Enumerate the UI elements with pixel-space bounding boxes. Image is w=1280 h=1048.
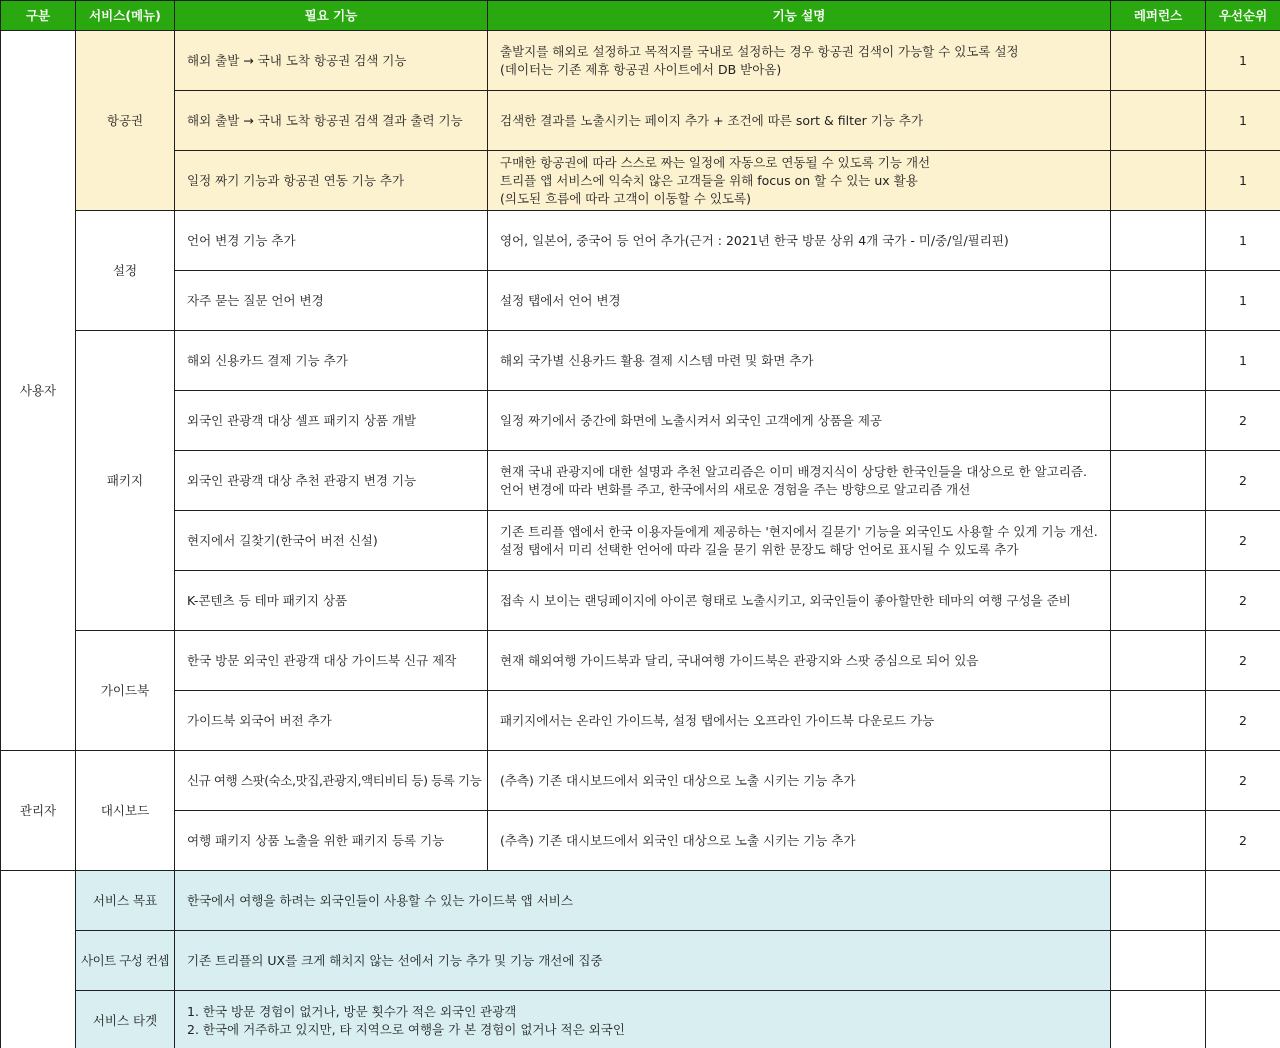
priority-cell: 1 xyxy=(1206,331,1280,391)
service-flight: 항공권 xyxy=(76,31,175,211)
priority-cell: 2 xyxy=(1206,631,1280,691)
reference-cell xyxy=(1111,751,1206,811)
reference-cell xyxy=(1111,451,1206,511)
reference-cell xyxy=(1111,691,1206,751)
reference-cell xyxy=(1111,871,1206,931)
feature-cell: 해외 출발 → 국내 도착 항공권 검색 기능 xyxy=(175,31,488,91)
description-cell: 기존 트리플 앱에서 한국 이용자들에게 제공하는 '현지에서 길묻기' 기능을 외국인도 사용할 수 있게 기능 개선. 설정 탭에서 미리 선택한 언어에 따라 길을 묻기 위한 문장도 해당 언어로 표시될 수 있도록 추가 xyxy=(488,511,1111,571)
header-required-feature: 필요 기능 xyxy=(175,1,488,31)
reference-cell xyxy=(1111,931,1206,991)
feature-cell: 해외 신용카드 결제 기능 추가 xyxy=(175,331,488,391)
reference-cell xyxy=(1111,571,1206,631)
service-settings: 설정 xyxy=(76,211,175,331)
header-reference: 레퍼런스 xyxy=(1111,1,1206,31)
table-row xyxy=(1,271,1280,331)
priority-cell: 2 xyxy=(1206,811,1280,871)
description-cell: 검색한 결과를 노출시키는 페이지 추가 + 조건에 따른 sort & filter 기능 추가 xyxy=(488,91,1111,151)
priority-cell: 1 xyxy=(1206,151,1280,211)
reference-cell xyxy=(1111,391,1206,451)
header-row xyxy=(1,1,1280,31)
reference-cell xyxy=(1111,991,1206,1048)
description-cell: 현재 국내 관광지에 대한 설명과 추천 알고리즘은 이미 배경지식이 상당한 한국인들을 대상으로 한 알고리즘. 언어 변경에 따라 변화를 주고, 한국에서의 새로운 경험을 주는 방향으로 알고리즘 개선 xyxy=(488,451,1111,511)
table-row xyxy=(1,211,1280,271)
reference-cell xyxy=(1111,31,1206,91)
priority-cell: 2 xyxy=(1206,751,1280,811)
service-guidebook: 가이드북 xyxy=(76,631,175,751)
category-admin: 관리자 xyxy=(1,751,76,871)
category-user: 사용자 xyxy=(1,31,76,751)
service-package: 패키지 xyxy=(76,331,175,631)
table-row xyxy=(1,631,1280,691)
priority-cell: 1 xyxy=(1206,211,1280,271)
feature-cell: 해외 출발 → 국내 도착 항공권 검색 결과 출력 기능 xyxy=(175,91,488,151)
feature-cell: 일정 짜기 기능과 항공권 연동 기능 추가 xyxy=(175,151,488,211)
feature-cell: 가이드북 외국어 버전 추가 xyxy=(175,691,488,751)
service-dashboard: 대시보드 xyxy=(76,751,175,871)
priority-cell: 2 xyxy=(1206,391,1280,451)
summary-row-service-goal xyxy=(1,871,1280,931)
table-row xyxy=(1,691,1280,751)
feature-cell: 자주 묻는 질문 언어 변경 xyxy=(175,271,488,331)
summary-text: 1. 한국 방문 경험이 없거나, 방문 횟수가 적은 외국인 관광객 2. 한국에 거주하고 있지만, 타 지역으로 여행을 가 본 경험이 없거나 적은 외국인 xyxy=(175,991,1111,1048)
table-row xyxy=(1,391,1280,451)
feature-cell: 현지에서 길찾기(한국어 버전 신설) xyxy=(175,511,488,571)
header-priority: 우선순위 xyxy=(1206,1,1280,31)
description-cell: 구매한 항공권에 따라 스스로 짜는 일정에 자동으로 연동될 수 있도록 기능 개선 트리플 앱 서비스에 익숙치 않은 고객들을 위해 focus on 할 수 있는 ux 활용 (의도된 흐름에 따라 고객이 이동할 수 있도록) xyxy=(488,151,1111,211)
summary-row-site-concept xyxy=(1,931,1280,991)
reference-cell xyxy=(1111,331,1206,391)
reference-cell xyxy=(1111,631,1206,691)
description-cell: 설정 탭에서 언어 변경 xyxy=(488,271,1111,331)
summary-text: 기존 트리플의 UX를 크게 해치지 않는 선에서 기능 추가 및 기능 개선에 집중 xyxy=(175,931,1111,991)
table-row xyxy=(1,151,1280,211)
feature-cell: 한국 방문 외국인 관광객 대상 가이드북 신규 제작 xyxy=(175,631,488,691)
table-row xyxy=(1,751,1280,811)
priority-cell: 1 xyxy=(1206,31,1280,91)
table-row xyxy=(1,571,1280,631)
feature-cell: 외국인 관광객 대상 셀프 패키지 상품 개발 xyxy=(175,391,488,451)
priority-cell xyxy=(1206,931,1280,991)
priority-cell: 1 xyxy=(1206,271,1280,331)
description-cell: 일정 짜기에서 중간에 화면에 노출시켜서 외국인 고객에게 상품을 제공 xyxy=(488,391,1111,451)
description-cell: (추측) 기존 대시보드에서 외국인 대상으로 노출 시키는 기능 추가 xyxy=(488,751,1111,811)
summary-label: 서비스 목표 xyxy=(76,871,175,931)
header-feature-description: 기능 설명 xyxy=(488,1,1111,31)
priority-cell: 2 xyxy=(1206,451,1280,511)
summary-row-service-target xyxy=(1,991,1280,1048)
description-cell: 영어, 일본어, 중국어 등 언어 추가(근거 : 2021년 한국 방문 상위 4개 국가 - 미/중/일/필리핀) xyxy=(488,211,1111,271)
description-cell: 현재 해외여행 가이드북과 달리, 국내여행 가이드북은 관광지와 스팟 중심으로 되어 있음 xyxy=(488,631,1111,691)
reference-cell xyxy=(1111,91,1206,151)
summary-category-empty xyxy=(1,871,76,1048)
feature-cell: K-콘텐츠 등 테마 패키지 상품 xyxy=(175,571,488,631)
priority-cell: 2 xyxy=(1206,511,1280,571)
header-service-menu: 서비스(메뉴) xyxy=(76,1,175,31)
summary-label: 사이트 구성 컨셉 xyxy=(76,931,175,991)
description-cell: 출발지를 해외로 설정하고 목적지를 국내로 설정하는 경우 항공권 검색이 가능할 수 있도록 설정 (데이터는 기존 제휴 항공권 사이트에서 DB 받아옴) xyxy=(488,31,1111,91)
table-row xyxy=(1,811,1280,871)
table-row xyxy=(1,511,1280,571)
feature-cell: 외국인 관광객 대상 추천 관광지 변경 기능 xyxy=(175,451,488,511)
summary-text: 한국에서 여행을 하려는 외국인들이 사용할 수 있는 가이드북 앱 서비스 xyxy=(175,871,1111,931)
priority-cell xyxy=(1206,871,1280,931)
priority-cell xyxy=(1206,991,1280,1048)
reference-cell xyxy=(1111,211,1206,271)
priority-cell: 2 xyxy=(1206,691,1280,751)
table-row xyxy=(1,91,1280,151)
description-cell: 접속 시 보이는 랜딩페이지에 아이콘 형태로 노출시키고, 외국인들이 좋아할만한 테마의 여행 구성을 준비 xyxy=(488,571,1111,631)
priority-cell: 1 xyxy=(1206,91,1280,151)
table-row xyxy=(1,451,1280,511)
table-row xyxy=(1,31,1280,91)
header-category: 구분 xyxy=(1,1,76,31)
reference-cell xyxy=(1111,151,1206,211)
summary-label: 서비스 타겟 xyxy=(76,991,175,1048)
priority-cell: 2 xyxy=(1206,571,1280,631)
feature-cell: 언어 변경 기능 추가 xyxy=(175,211,488,271)
feature-cell: 신규 여행 스팟(숙소,맛집,관광지,액티비티 등) 등록 기능 xyxy=(175,751,488,811)
reference-cell xyxy=(1111,511,1206,571)
reference-cell xyxy=(1111,271,1206,331)
feature-cell: 여행 패키지 상품 노출을 위한 패키지 등록 기능 xyxy=(175,811,488,871)
description-cell: 해외 국가별 신용카드 활용 결제 시스템 마련 및 화면 추가 xyxy=(488,331,1111,391)
description-cell: (추측) 기존 대시보드에서 외국인 대상으로 노출 시키는 기능 추가 xyxy=(488,811,1111,871)
description-cell: 패키지에서는 온라인 가이드북, 설정 탭에서는 오프라인 가이드북 다운로드 가능 xyxy=(488,691,1111,751)
reference-cell xyxy=(1111,811,1206,871)
table-row xyxy=(1,331,1280,391)
